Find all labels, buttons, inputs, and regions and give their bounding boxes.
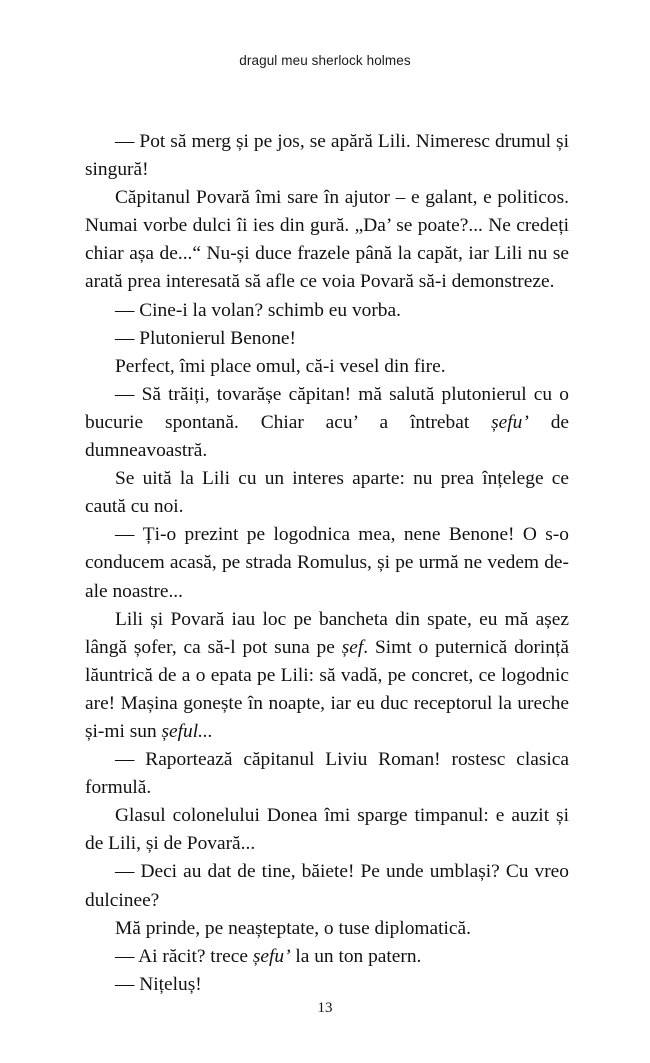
- paragraph: — Pot să merg și pe jos, se apără Lili. Nimeresc drumul și singură!: [85, 131, 569, 181]
- body-text: [85, 128, 569, 999]
- paragraph-text: la un ton patern.: [290, 945, 422, 967]
- paragraph-text: de dumneavoastră.: [85, 411, 570, 462]
- paragraph: Perfect, îmi place omul, că-i vesel din fire.: [115, 355, 446, 377]
- paragraph: Glasul colonelului Donea îmi sparge timpanul: e auzit și de Lili, și de Povară...: [85, 805, 569, 855]
- emphasis-text: șef: [341, 636, 364, 658]
- paragraph: — Nițeluș!: [115, 973, 202, 995]
- paragraph: — Deci au dat de tine, băiete! Pe unde umblași? Cu vreo dulcinee?: [85, 861, 569, 911]
- paragraph: — Ți-o prezint pe logodnica mea, nene Benone! O s-o conducem acasă, pe strada Romulus, și pe urmă ne vedem de-ale noastre...: [85, 524, 569, 602]
- paragraph: [85, 381, 569, 465]
- paragraph: [85, 943, 569, 971]
- paragraph: [85, 606, 569, 746]
- paragraph-text: Lili și Povară iau loc pe bancheta din spate, eu mă așez lângă șofer, ca să-l pot suna pe: [85, 608, 569, 658]
- paragraph-text: . Simt o puternică dorință lăuntrică de a o epata pe Lili: să vadă, pe concret, ce logodnic are! Mașina gonește în noapte, iar eu duc receptorul la ureche și-mi sun: [85, 636, 569, 742]
- emphasis-text: șefu’: [252, 945, 291, 967]
- paragraph: — Cine-i la volan? schimb eu vorba.: [115, 299, 401, 321]
- paragraph: Se uită la Lili cu un interes aparte: nu prea înțelege ce caută cu noi.: [85, 468, 569, 518]
- paragraph: — Raportează căpitanul Liviu Roman! rostesc clasica formulă.: [85, 749, 569, 799]
- paragraph: Căpitanul Povară îmi sare în ajutor – e galant, e politicos. Numai vorbe dulci îi ies din gură. „Da’ se poate?... Ne credeți chiar așa de...“ Nu-și duce frazele până la capăt, iar Lili nu se arată prea interesată să afle ce voia Povară să-i demonstreze.: [85, 187, 569, 293]
- emphasis-text: șefu’: [491, 411, 529, 433]
- paragraph-text: — Ai răcit? trece: [115, 945, 253, 967]
- paragraph-text: — Să trăiți, tovarășe căpitan! mă salută plutonierul cu o bucurie spontană. Chiar acu’ a întrebat: [85, 383, 569, 433]
- running-head: dragul meu sherlock holmes: [239, 53, 411, 68]
- page-number: 13: [317, 1000, 333, 1016]
- paragraph: — Plutonierul Benone!: [115, 327, 296, 349]
- paragraph: Mă prinde, pe neașteptate, o tuse diplomatică.: [115, 917, 471, 939]
- emphasis-text: șeful...: [161, 720, 213, 742]
